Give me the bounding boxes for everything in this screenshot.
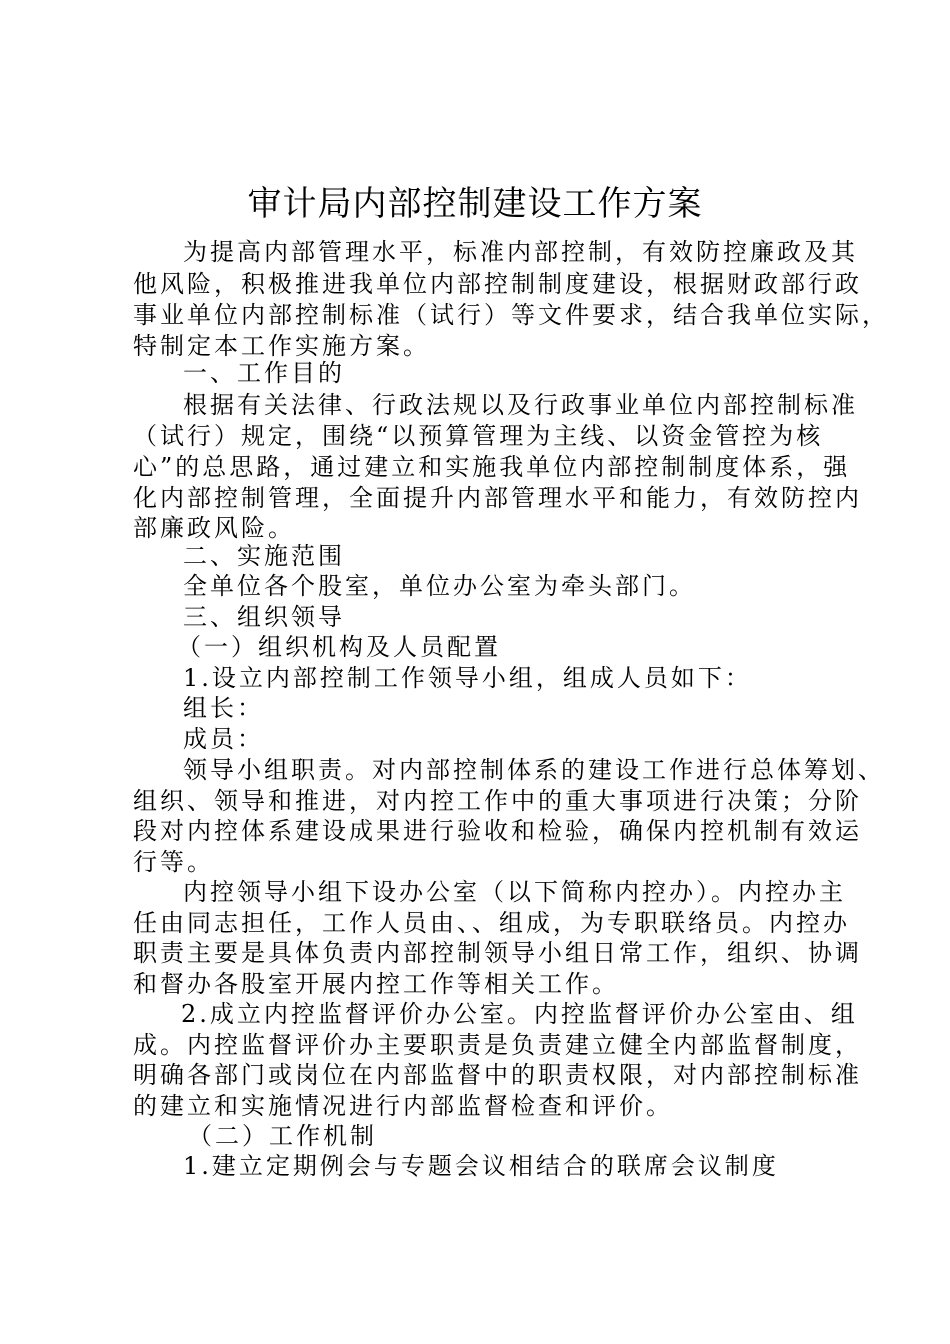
paragraph-line: （试行）规定，围绕“以预算管理为主线、以资金管控为核 bbox=[133, 422, 824, 450]
paragraph-line: 组织、领导和推进，对内控工作中的重大事项进行决策；分阶 bbox=[133, 787, 862, 815]
subsection-heading: （二）工作机制 bbox=[188, 1122, 377, 1150]
paragraph-line: 他风险，积极推进我单位内部控制制度建设，根据财政部行政 bbox=[133, 270, 862, 298]
paragraph-line: 组长： bbox=[183, 694, 264, 722]
paragraph-line: 心”的总思路，通过建立和实施我单位内部控制制度体系，强 bbox=[133, 453, 851, 481]
paragraph-line: 成员： bbox=[183, 725, 264, 753]
section-heading: 二、实施范围 bbox=[183, 542, 345, 570]
paragraph-line: 任由同志担任，工作人员由、、组成，为专职联络员。内控办 bbox=[133, 909, 850, 937]
paragraph-line: 和督办各股室开展内控工作等相关工作。 bbox=[133, 970, 619, 998]
paragraph-line: 成。内控监督评价办主要职责是负责建立健全内部监督制度， bbox=[133, 1031, 862, 1059]
paragraph-line: 职责主要是具体负责内部控制领导小组日常工作，组织、协调 bbox=[133, 939, 862, 967]
paragraph-line: 2.成立内控监督评价办公室。内控监督评价办公室由、组 bbox=[181, 1000, 858, 1028]
paragraph-line: 部廉政风险。 bbox=[133, 514, 295, 542]
paragraph-line: 内控领导小组下设办公室（以下简称内控办）。内控办主 bbox=[183, 878, 846, 906]
section-heading: 一、工作目的 bbox=[183, 359, 345, 387]
paragraph-line: 特制定本工作实施方案。 bbox=[133, 332, 430, 360]
paragraph-line: 根据有关法律、行政法规以及行政事业单位内部控制标准 bbox=[183, 391, 858, 419]
paragraph-line: 段对内控体系建设成果进行验收和检验，确保内控机制有效运 bbox=[133, 817, 862, 845]
paragraph-line: 1.建立定期例会与专题会议相结合的联席会议制度 bbox=[183, 1152, 779, 1180]
paragraph-line: 化内部控制管理，全面提升内部管理水平和能力，有效防控内 bbox=[133, 484, 862, 512]
paragraph-line: 全单位各个股室，单位办公室为牵头部门。 bbox=[183, 572, 696, 600]
paragraph-line: 行等。 bbox=[133, 848, 214, 876]
section-heading: 三、组织领导 bbox=[183, 603, 345, 631]
paragraph-line: 为提高内部管理水平，标准内部控制，有效防控廉政及其 bbox=[183, 238, 858, 266]
subsection-heading: （一）组织机构及人员配置 bbox=[177, 633, 501, 661]
paragraph-line: 事业单位内部控制标准（试行）等文件要求，结合我单位实际， bbox=[133, 301, 889, 329]
paragraph-line: 1.设立内部控制工作领导小组，组成人员如下： bbox=[183, 664, 752, 692]
paragraph-line: 明确各部门或岗位在内部监督中的职责权限，对内部控制标准 bbox=[133, 1061, 862, 1089]
paragraph-line: 的建立和实施情况进行内部监督检查和评价。 bbox=[133, 1092, 673, 1120]
document-title: 审计局内部控制建设工作方案 bbox=[247, 184, 703, 224]
paragraph-line: 领导小组职责。对内部控制体系的建设工作进行总体筹划、 bbox=[183, 756, 885, 784]
